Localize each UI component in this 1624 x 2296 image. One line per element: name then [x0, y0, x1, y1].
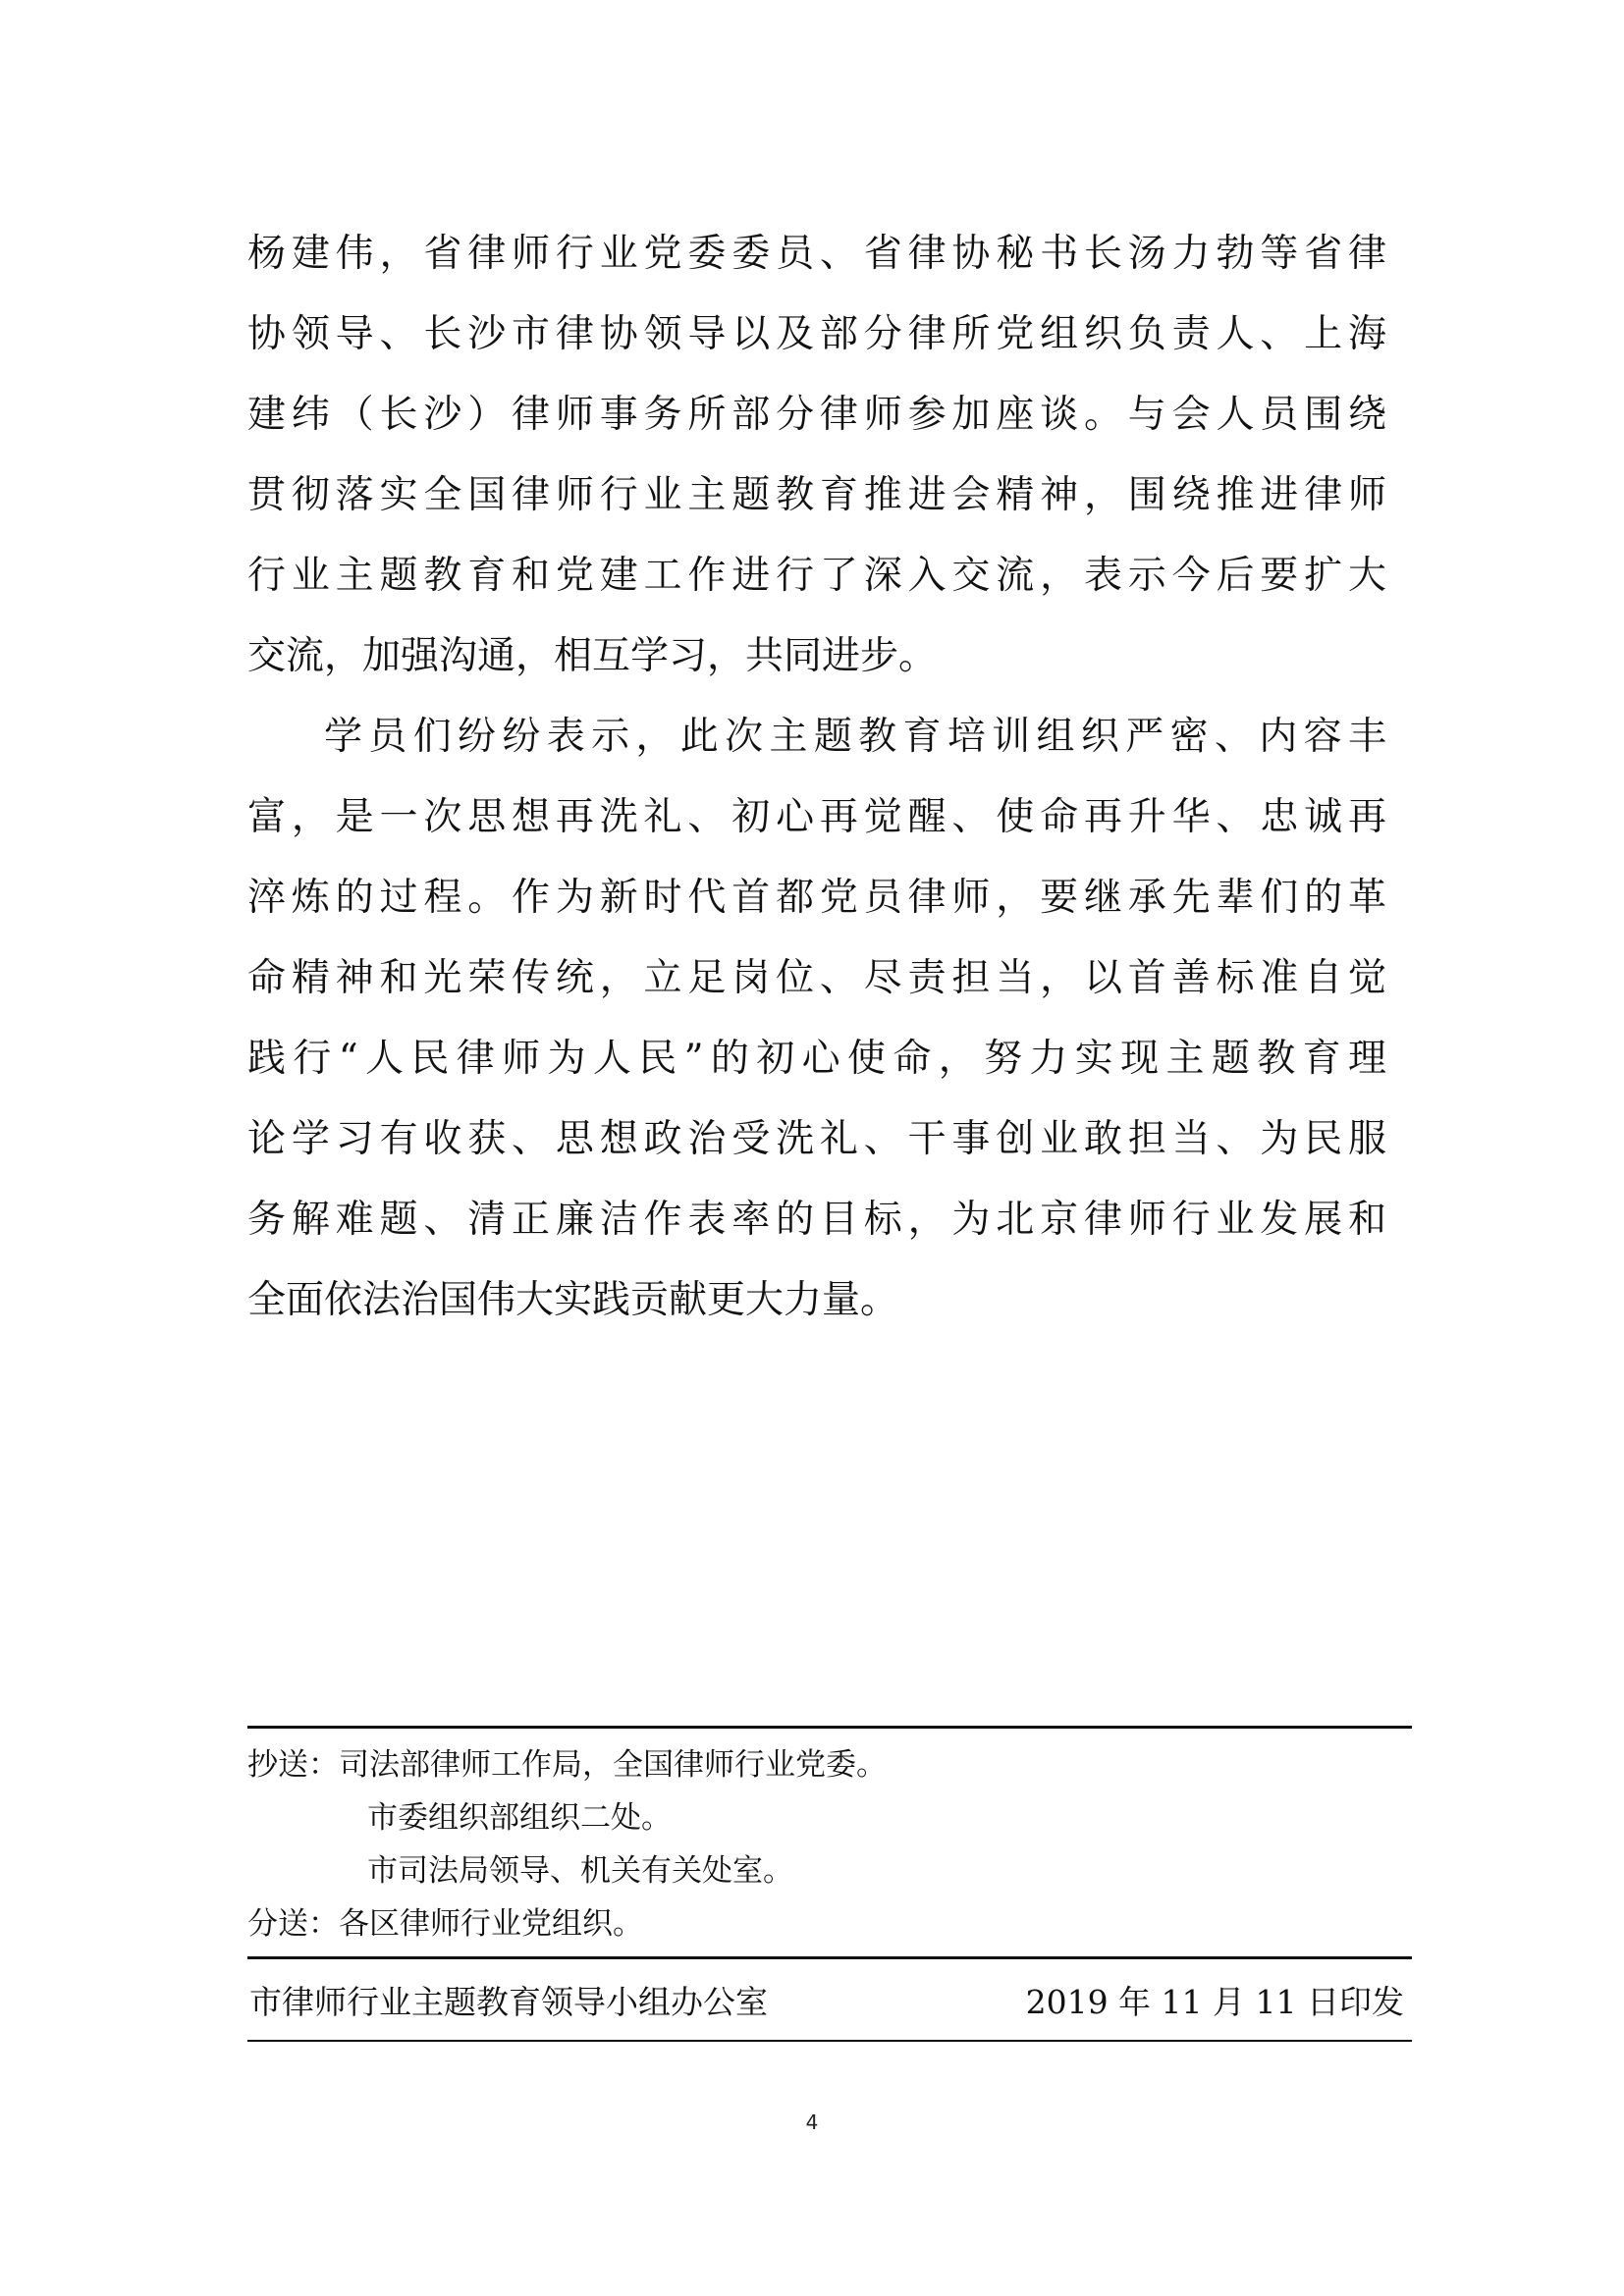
- page-number: 4: [805, 2110, 819, 2134]
- cc-block: [247, 1729, 1412, 1956]
- divider: [247, 2040, 1412, 2042]
- issuing-office: 市律师行业主题教育领导小组办公室: [249, 1982, 768, 2021]
- cc-line: [247, 1738, 1412, 1791]
- text-line: 学员们纷纷表示，此次主题教育培训组织严密、内容丰: [324, 715, 1386, 759]
- text-line: 建纬（长沙）律师事务所部分律师参加座谈。与会人员围绕: [247, 393, 1386, 437]
- text-line: 命精神和光荣传统，立足岗位、尽责担当，以首善标准自觉: [247, 956, 1386, 1000]
- paragraph-2: [247, 697, 1386, 1341]
- text-line: 务解难题、清正廉洁作表率的目标，为北京律师行业发展和: [247, 1198, 1386, 1242]
- text-line: 淬炼的过程。作为新时代首都党员律师，要继承先辈们的革: [247, 876, 1386, 920]
- cc-recipient: 市司法局领导、机关有关处室。: [367, 1853, 793, 1889]
- text-line: 全面依法治国伟大实践贡献更大力量。: [247, 1278, 899, 1322]
- fen-line: [247, 1897, 1412, 1950]
- paragraph-1: [247, 214, 1386, 697]
- distribution-footer: [247, 1726, 1412, 2042]
- fen-recipient: 各区律师行业党组织。: [339, 1906, 643, 1942]
- cc-recipient: 市委组织部组织二处。: [367, 1800, 672, 1836]
- text-line: 协领导、长沙市律协领导以及部分律所党组织负责人、上海: [247, 312, 1386, 356]
- text-line: 富，是一次思想再洗礼、初心再觉醒、使命再升华、忠诚再: [247, 795, 1386, 839]
- text-line: 交流，加强沟通，相互学习，共同进步。: [247, 634, 938, 678]
- text-line: 论学习有收获、思想政治受洗礼、干事创业敢担当、为民服: [247, 1117, 1386, 1161]
- issue-date: 2019 年 11 月 11 日印发: [1025, 1982, 1404, 2021]
- text-line: 践行“人民律师为人民”的初心使命，努力实现主题教育理: [247, 1037, 1386, 1081]
- body-text: [247, 214, 1386, 1341]
- text-line: 行业主题教育和党建工作进行了深入交流，表示今后要扩大: [247, 554, 1386, 598]
- text-line: 贯彻落实全国律师行业主题教育推进会精神，围绕推进律师: [247, 473, 1386, 517]
- cc-label: 抄送：: [247, 1747, 339, 1783]
- fen-label: 分送：: [247, 1906, 339, 1942]
- issuer-row: [247, 1959, 1412, 2040]
- text-line: 杨建伟，省律师行业党委委员、省律协秘书长汤力勃等省律: [247, 232, 1386, 276]
- cc-recipient: 司法部律师工作局，全国律师行业党委。: [339, 1747, 887, 1783]
